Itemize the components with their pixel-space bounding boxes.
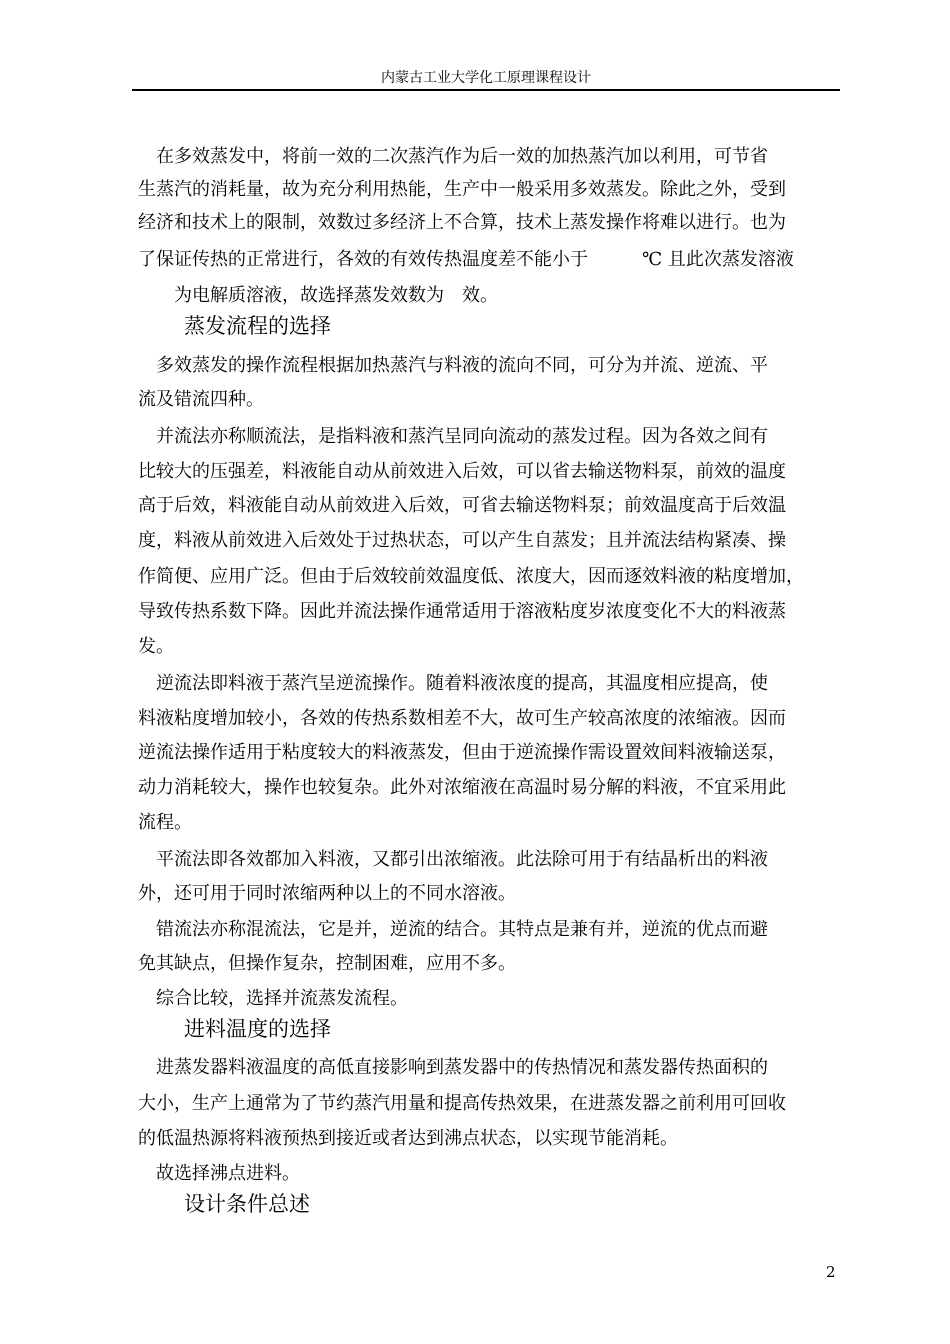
paragraph-line: 流程。 [138,812,192,833]
paragraph-line: 经济和技术上的限制，效数过多经济上不合算，技术上蒸发操作将难以进行。也为 [138,212,786,233]
paragraph-line: 故选择沸点进料。 [138,1163,300,1184]
section-heading: 进料温度的选择 [184,1017,331,1041]
paragraph-line: 料液粘度增加较小，各效的传热系数相差不大，故可生产较高浓度的浓缩液。因而 [138,708,786,729]
paragraph-line: 并流法亦称顺流法，是指料液和蒸汽呈同向流动的蒸发过程。因为各效之间有 [138,426,768,447]
paragraph-line: 生蒸汽的消耗量，故为充分利用热能，生产中一般采用多效蒸发。除此之外，受到 [138,179,786,200]
paragraph-line: 外，还可用于同时浓缩两种以上的不同水溶液。 [138,883,516,904]
paragraph-line: 导致传热系数下降。因此并流法操作通常适用于溶液粘度岁浓度变化不大的料液蒸 [138,601,786,622]
paragraph-line: 平流法即各效都加入料液，又都引出浓缩液。此法除可用于有结晶析出的料液 [138,849,768,870]
paragraph-line: 免其缺点，但操作复杂，控制困难，应用不多。 [138,953,516,974]
paragraph-line: 的低温热源将料液预热到接近或者达到沸点状态，以实现节能消耗。 [138,1128,678,1149]
paragraph-line: 进蒸发器料液温度的高低直接影响到蒸发器中的传热情况和蒸发器传热面积的 [138,1057,768,1078]
paragraph-line: 逆流法操作适用于粘度较大的料液蒸发，但由于逆流操作需设置效间料液输送泵， [138,742,786,763]
paragraph-line: 综合比较，选择并流蒸发流程。 [138,988,408,1009]
paragraph-line: 在多效蒸发中，将前一效的二次蒸汽作为后一效的加热蒸汽加以利用，可节省 [138,146,768,167]
section-heading: 蒸发流程的选择 [184,314,331,338]
paragraph-line: 发。 [138,636,174,657]
page-number: 2 [826,1263,836,1281]
paragraph-line: 作简便、应用广泛。但由于后效较前效温度低、浓度大，因而逐效料液的粘度增加， [138,566,804,587]
paragraph-line: 为电解质溶液，故选择蒸发效数为 效。 [138,285,498,306]
page-header: 内蒙古工业大学化工原理课程设计 [381,70,591,86]
paragraph-line: 比较大的压强差，料液能自动从前效进入后效，可以省去输送物料泵，前效的温度 [138,461,786,482]
section-heading: 设计条件总述 [184,1192,310,1216]
paragraph-line: 高于后效，料液能自动从前效进入后效，可省去输送物料泵；前效温度高于后效温 [138,495,786,516]
paragraph-line: 大小，生产上通常为了节约蒸汽用量和提高传热效果，在进蒸发器之前利用可回收 [138,1093,786,1114]
paragraph-line: 动力消耗较大，操作也较复杂。此外对浓缩液在高温时易分解的料液，不宜采用此 [138,777,786,798]
paragraph-line: 多效蒸发的操作流程根据加热蒸汽与料液的流向不同，可分为并流、逆流、平 [138,355,768,376]
header-rule [132,89,840,91]
paragraph-line: 了保证传热的正常进行，各效的有效传热温度差不能小于 ℃ 且此次蒸发溶液 [138,249,794,270]
paragraph-line: 度，料液从前效进入后效处于过热状态，可以产生自蒸发；且并流法结构紧凑、操 [138,530,786,551]
paragraph-line: 逆流法即料液于蒸汽呈逆流操作。随着料液浓度的提高，其温度相应提高，使 [138,673,768,694]
paragraph-line: 流及错流四种。 [138,389,264,410]
paragraph-line: 错流法亦称混流法，它是并，逆流的结合。其特点是兼有并，逆流的优点而避 [138,919,768,940]
